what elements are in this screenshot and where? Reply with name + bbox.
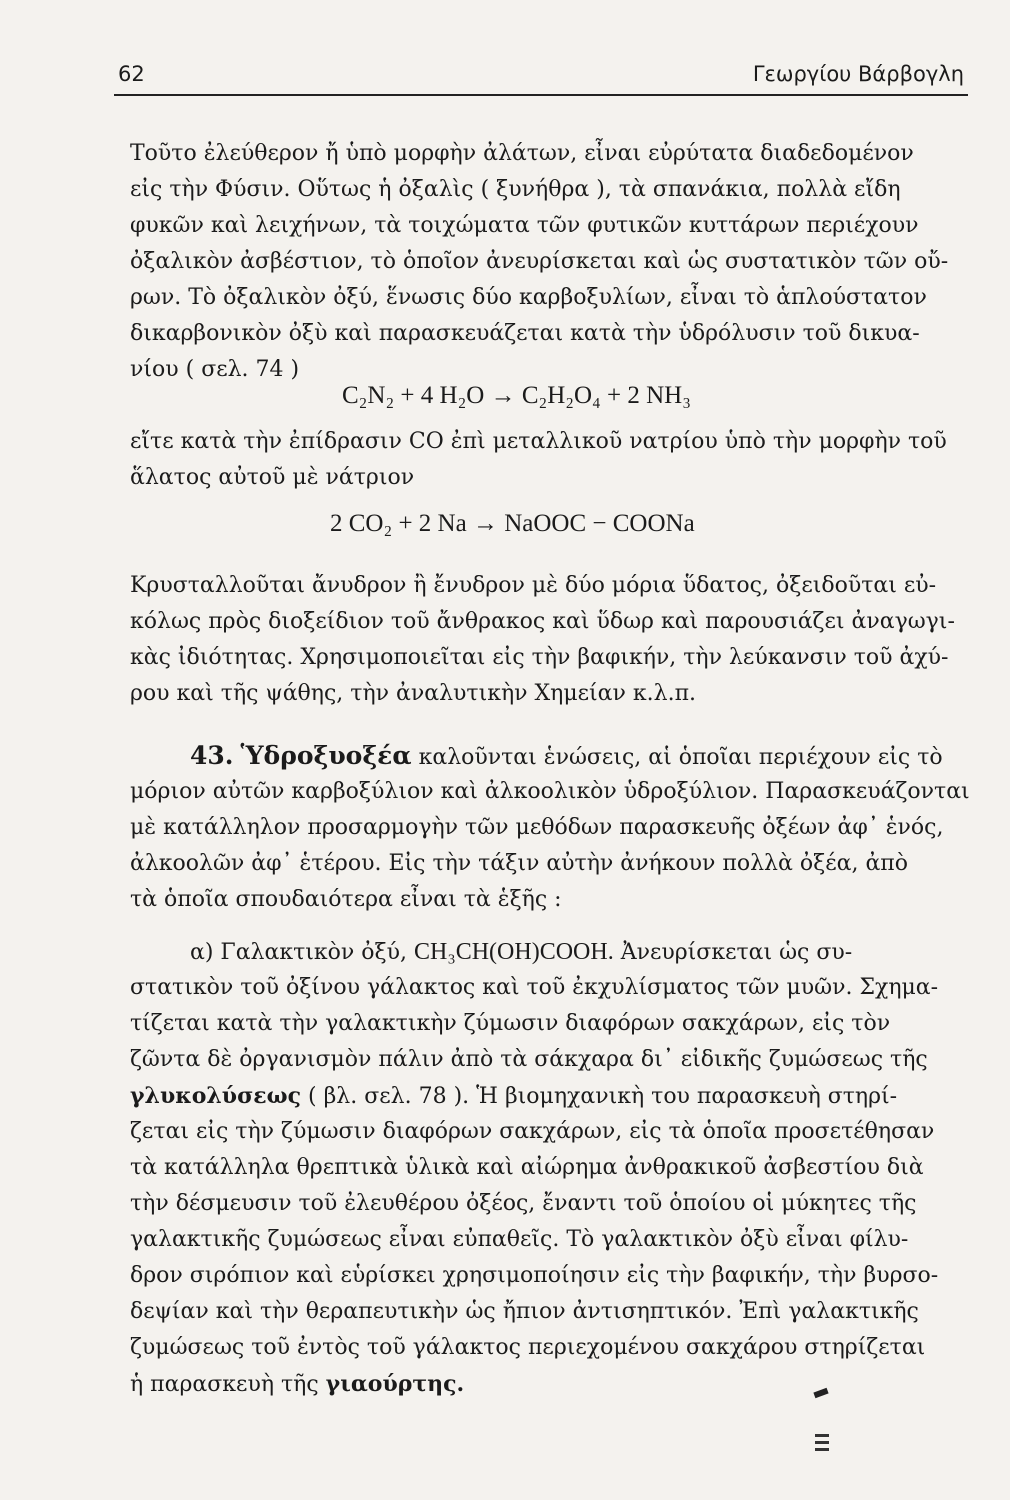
text-line: τὰ ὁποῖα σπουδαιότερα εἶναι τὰ ἑξῆς :: [130, 887, 562, 912]
text-line: τὰ κατάλληλα θρεπτικὰ ὑλικὰ καὶ αἰώρημα ἀνθρακικοῦ ἀσβεστίου διὰ: [130, 1155, 924, 1180]
section-title: Ὑδροξυοξέα: [240, 741, 412, 770]
text-line-start: ἡ παρασκευὴ τῆς: [130, 1372, 319, 1397]
text-line: ρου καὶ τῆς ψάθης, τὴν ἀναλυτικὴν Χημείαν κ.λ.π.: [130, 681, 697, 706]
text-line: τίζεται κατὰ τὴν γαλακτικὴν ζύμωσιν διαφόρων σακχάρων, εἰς τὸν: [130, 1011, 891, 1036]
text-line: Τοῦτο ἐλεύθερον ἤ ὑπὸ μορφὴν ἀλάτων, εἶναι εὐρύτατα διαδεδομένον: [130, 141, 914, 166]
text-line: μὲ κατάλληλον προσαρμογὴν τῶν μεθόδων παρασκευῆς ὀξέων ἀφ᾽ ἑνός,: [130, 815, 944, 840]
text-line: κὰς ἰδιότητας. Χρησιμοποιεῖται εἰς τὴν βαφικήν, τὴν λεύκανσιν τοῦ ἀχύ-: [130, 645, 949, 670]
equation-sodium-oxalate: 2 CO₂ + 2 Na → NaOOC − COONa: [330, 510, 695, 537]
equation-hydrolysis: C₂N₂ + 4 H₂O → C₂H₂O₄ + 2 NH₃: [342, 382, 691, 409]
text-line: εἰς τὴν Φύσιν. Οὕτως ἡ ὀξαλὶς ( ξυνήθρα ), τὰ σπανάκια, πολλὰ εἴδη: [130, 177, 901, 202]
text-line: γαλακτικῆς ζυμώσεως εἶναι εὐπαθεῖς. Τὸ γαλακτικὸν ὀξὺ εἶναι φίλυ-: [130, 1227, 909, 1252]
paragraph-properties: [130, 568, 970, 712]
text-line-rest: ( βλ. σελ. 78 ). Ἡ βιομηχανικὴ του παρασκευὴ στηρί-: [308, 1084, 898, 1109]
text-line: δρον σιρόπιον καὶ εὑρίσκει χρησιμοποίησιν εἰς τὴν βαφικήν, τὴν βυρσο-: [130, 1263, 939, 1288]
text-line: νίου ( σελ. 74 ): [130, 357, 300, 382]
text-line: τὴν δέσμευσιν τοῦ ἐλευθέρου ὀξέος, ἔναντι τοῦ ὁποίου οἱ μύκητες τῆς: [130, 1191, 917, 1216]
text-line: ἅλατος αὐτοῦ μὲ νάτριον: [130, 465, 415, 490]
section-hydroxy-acids: [130, 738, 970, 918]
page-number: 62: [118, 62, 145, 86]
item-heading-line: [130, 934, 970, 970]
text-line: ζυμώσεως τοῦ ἐντὸς τοῦ γάλακτος περιεχομένου σακχάρου στηρίζεται: [130, 1335, 926, 1360]
item-label: α) Γαλακτικὸν ὀξύ,: [190, 940, 407, 965]
yogurt-term: γιαούρτης.: [325, 1371, 465, 1397]
text-line: ζεται εἰς τὴν ζύμωσιν διαφόρων σακχάρων, εἰς τὰ ὁποῖα προσετέθησαν: [130, 1119, 935, 1144]
paragraph-sodium-reaction: [130, 424, 970, 496]
text-line: ὀξαλικὸν ἀσβέστιον, τὸ ὁποῖον ἀνευρίσκεται καὶ ὡς συστατικὸν τῶν οὔ-: [130, 249, 949, 274]
item-lactic-acid: [130, 934, 970, 1402]
glycolysis-term: γλυκολύσεως: [130, 1083, 302, 1109]
text-line: ζῶντα δὲ ὀργανισμὸν πάλιν ἀπὸ τὰ σάκχαρα δι᾽ εἰδικῆς ζυμώσεως τῆς: [130, 1047, 928, 1072]
page-header: [118, 62, 968, 94]
text-line-glycolysis: [130, 1078, 970, 1114]
header-rule: [114, 94, 968, 96]
text-line: κόλως πρὸς διοξείδιον τοῦ ἄνθρακος καὶ ὕδωρ καὶ παρουσιάζει ἀναγωγι-: [130, 609, 955, 634]
paragraph-oxalic-occurrence: [130, 136, 970, 388]
text-line: δεψίαν καὶ τὴν θεραπευτικὴν ὡς ἤπιον ἀντισηπτικόν. Ἐπὶ γαλακτικῆς: [130, 1299, 919, 1324]
text-line: δικαρβονικὸν ὀξὺ καὶ παρασκευάζεται κατὰ τὴν ὑδρόλυσιν τοῦ δικυα-: [130, 321, 920, 346]
text-line-yogurt: [130, 1366, 970, 1402]
lactic-acid-formula: CH₃CH(OH)COOH.: [414, 939, 614, 965]
running-head-author: Γεωργίου Βάρβογλη: [752, 62, 964, 86]
text-line: στατικὸν τοῦ ὀξίνου γάλακτος καὶ τοῦ ἐκχυλίσματος τῶν μυῶν. Σχημα-: [130, 975, 939, 1000]
body-text: [130, 136, 970, 1402]
text-line: φυκῶν καὶ λειχήνων, τὰ τοιχώματα τῶν φυτικῶν κυττάρων περιέχουν: [130, 213, 919, 238]
text-line: μόριον αὐτῶν καρβοξύλιον καὶ ἀλκοολικὸν ὑδροξύλιον. Παρασκευάζονται: [130, 779, 970, 804]
text-line: εἴτε κατὰ τὴν ἐπίδρασιν CO ἐπὶ μεταλλικοῦ νατρίου ὑπὸ τὴν μορφὴν τοῦ: [130, 429, 947, 454]
item-heading-text: Ἀνευρίσκεται ὡς συ-: [620, 940, 853, 965]
section-heading-text: καλοῦνται ἑνώσεις, αἱ ὁποῖαι περιέχουν εἰς τὸ: [418, 745, 943, 770]
text-line: Κρυσταλλοῦται ἄνυδρον ἢ ἔνυδρον μὲ δύο μόρια ὕδατος, ὀξειδοῦται εὐ-: [130, 573, 937, 598]
ink-mark: [815, 1430, 829, 1460]
section-heading-line: [130, 738, 970, 774]
section-number: 43.: [190, 741, 234, 770]
text-line: ρων. Τὸ ὀξαλικὸν ὀξύ, ἕνωσις δύο καρβοξυλίων, εἶναι τὸ ἁπλούστατον: [130, 285, 927, 310]
text-line: ἀλκοολῶν ἀφ᾽ ἑτέρου. Εἰς τὴν τάξιν αὐτὴν ἀνήκουν πολλὰ ὀξέα, ἀπὸ: [130, 851, 909, 876]
